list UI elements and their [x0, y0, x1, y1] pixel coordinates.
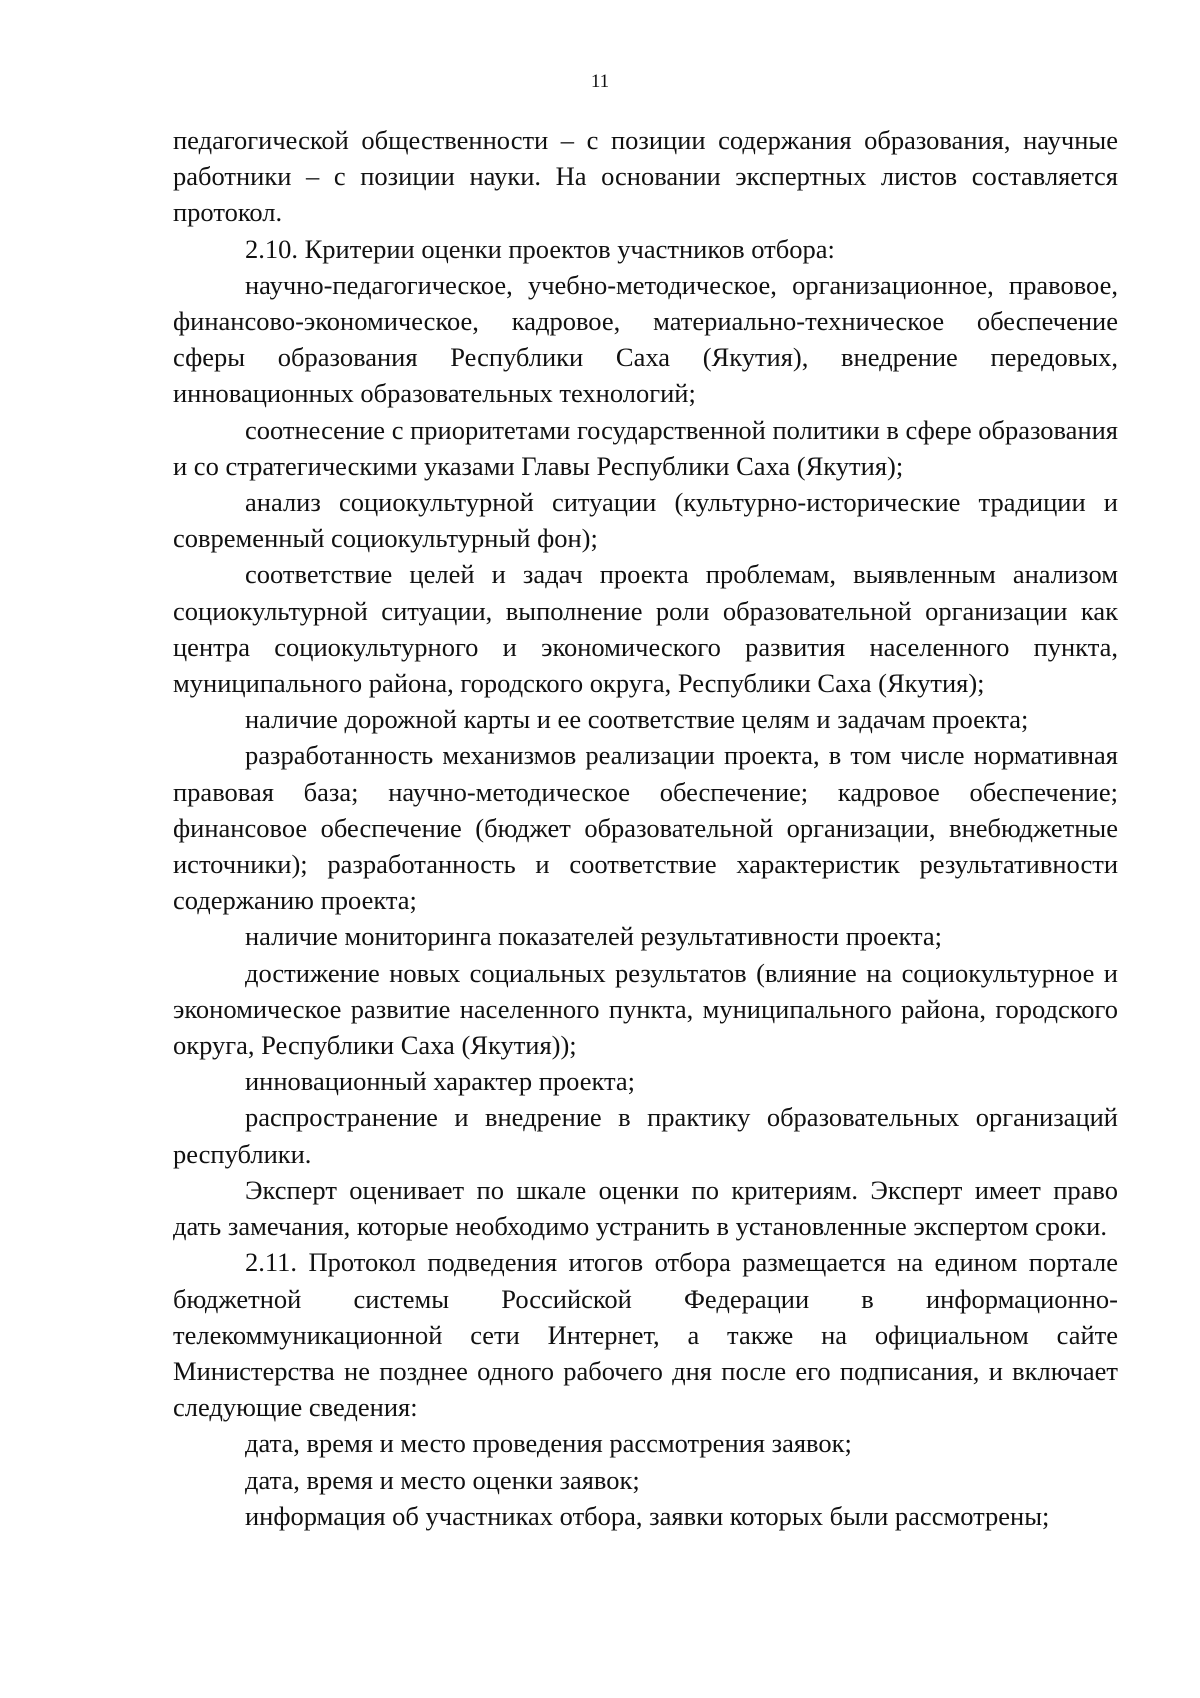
- paragraph: наличие дорожной карты и ее соответствие целям и задачам проекта;: [245, 704, 1029, 735]
- paragraph: дата, время и место проведения рассмотрения заявок;: [245, 1428, 852, 1459]
- paragraph: анализ социокультурной ситуации (культурно-исторические традиции и современный социокультурный фон);: [173, 487, 1118, 554]
- paragraph: достижение новых социальных результатов (влияние на социокультурное и экономическое развитие населенного пункта, муниципального района, городского округа, Республики Саха (Якутия));: [173, 957, 1118, 1061]
- paragraph: соответствие целей и задач проекта проблемам, выявленным анализом социокультурной ситуации, выполнение роли образовательной организации как центра социокультурного и экономического развития населенного пункта, муниципального района, городского округа, Республики Саха (Якутия);: [173, 559, 1118, 699]
- paragraph: соотнесение с приоритетами государственной политики в сфере образования и со стратегическими указами Главы Республики Саха (Якутия);: [173, 414, 1118, 481]
- paragraph: дата, время и место оценки заявок;: [245, 1464, 640, 1495]
- paragraph: наличие мониторинга показателей результативности проекта;: [245, 921, 943, 952]
- paragraph: Эксперт оценивает по шкале оценки по критериям. Эксперт имеет право дать замечания, которые необходимо устранить в установленные экспертом сроки.: [173, 1174, 1118, 1242]
- paragraph: инновационный характер проекта;: [245, 1066, 636, 1097]
- page-number: 11: [590, 71, 610, 92]
- document-body: [173, 122, 1118, 1534]
- paragraph: разработанность механизмов реализации проекта, в том числе нормативная правовая база; научно-методическое обеспечение; кадровое обеспечение; финансовое обеспечение (бюджет образовательной организации, внебюджетные источники); разработанность и соответствие характеристик результативности содержанию проекта;: [173, 740, 1118, 916]
- paragraph: 2.10. Критерии оценки проектов участников отбора:: [245, 233, 835, 264]
- paragraph: 2.11. Протокол подведения итогов отбора размещается на едином портале бюджетной системы Российской Федерации в информационно-телекоммуникационной сети Интернет, а также на официальном сайте Министерства не позднее одного рабочего дня после его подписания, и включает следующие сведения:: [173, 1247, 1118, 1423]
- paragraph: педагогической общественности – с позиции содержания образования, научные работники – с позиции науки. На основании экспертных листов составляется протокол.: [173, 125, 1118, 228]
- paragraph: информация об участниках отбора, заявки которых были рассмотрены;: [245, 1500, 1050, 1531]
- paragraph: распространение и внедрение в практику образовательных организаций республики.: [173, 1102, 1118, 1169]
- paragraph: научно-педагогическое, учебно-методическое, организационное, правовое, финансово-экономическое, кадровое, материально-техническое обеспечение сферы образования Республики Саха (Якутия), внедрение передовых, инновационных образовательных технологий;: [173, 269, 1118, 409]
